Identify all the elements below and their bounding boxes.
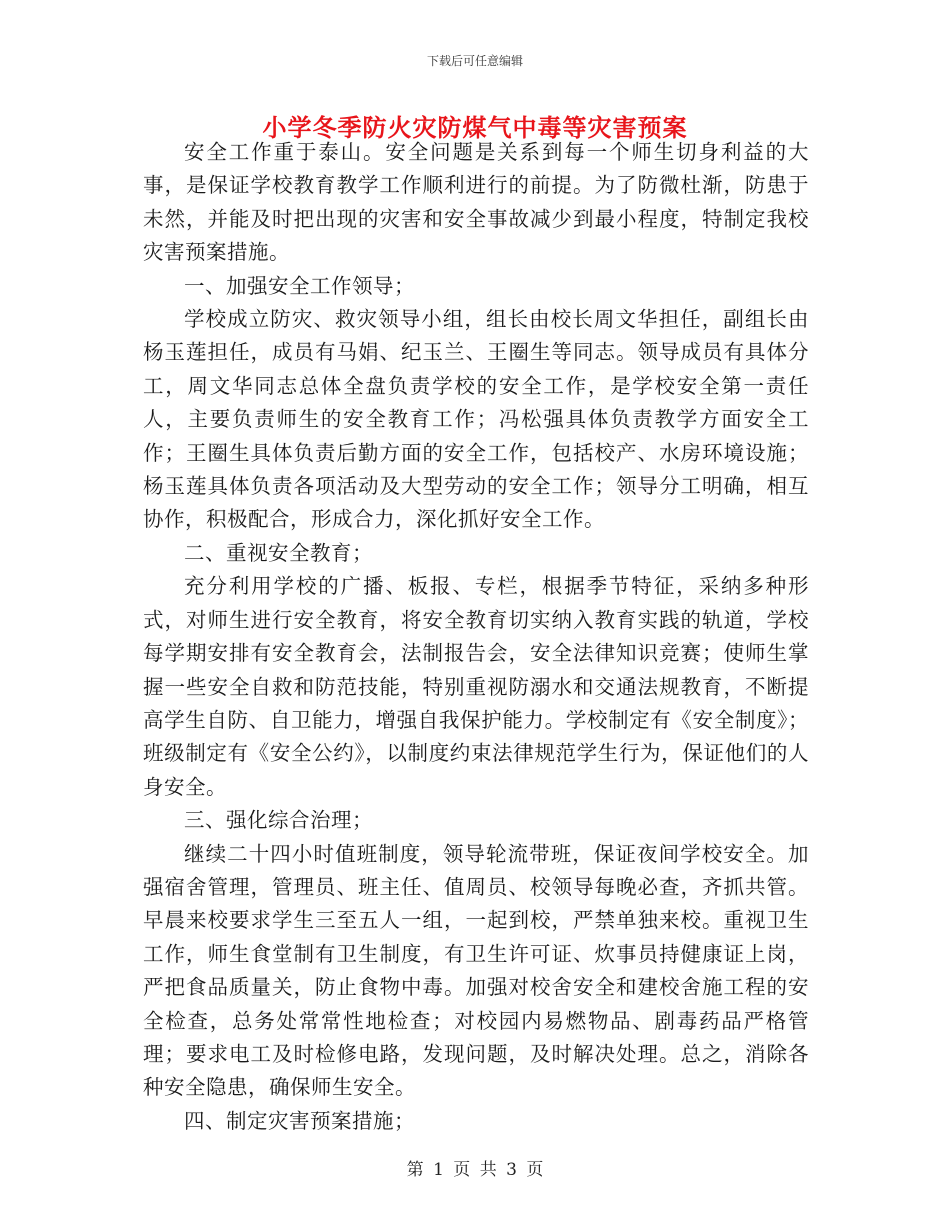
section-heading-1: 一、加强安全工作领导； — [184, 273, 415, 298]
section-heading-2: 二、重视安全教育； — [184, 540, 373, 565]
page-number-footer: 第 1 页 共 3 页 — [406, 1160, 544, 1180]
section-paragraph-1: 学校成立防灾、救灾领导小组，组长由校长周文华担任，副组长由杨玉莲担任，成员有马娟、纪玉兰、王圈生等同志。领导成员有具体分工，周文华同志总体全盘负责学校的安全工作，是学校安全第一责任人，主要负责师生的安全教育工作；冯松强具体负责教学方面安全工作；王圈生具体负责后勤方面的安全工作，包括校产、水房环境设施；杨玉莲具体负责各项活动及大型劳动的安全工作；领导分工明确，相互协作，积极配合，形成合力，深化抓好安全工作。 — [143, 307, 809, 532]
section-paragraph-3: 继续二十四小时值班制度，领导轮流带班，保证夜间学校安全。加强宿舍管理，管理员、班主任、值周员、校领导每晚必查，齐抓共管。早晨来校要求学生三至五人一组，一起到校，严禁单独来校。重视卫生工作，师生食堂制有卫生制度，有卫生许可证、炊事员持健康证上岗，严把食品质量关，防止食物中毒。加强对校舍安全和建校舍施工程的安全检查，总务处常常性地检查；对校园内易燃物品、剧毒药品严格管理；要求电工及时检修电路，发现问题，及时解决处理。总之，消除各种安全隐患，确保师生安全。 — [143, 841, 809, 1100]
intro-paragraph: 安全工作重于泰山。安全问题是关系到每一个师生切身利益的大事，是保证学校教育教学工作顺利进行的前提。为了防微杜渐，防患于未然，并能及时把出现的灾害和安全事故减少到最小程度，特制定我校灾害预案措施。 — [143, 140, 809, 265]
section-heading-4: 四、制定灾害预案措施； — [184, 1108, 415, 1133]
document-body — [143, 136, 809, 1138]
header-note: 下载后可任意编辑 — [426, 54, 523, 68]
document-title: 小学冬季防火灾防煤气中毒等灾害预案 — [262, 113, 688, 142]
section-heading-3: 三、强化综合治理； — [184, 808, 373, 833]
section-paragraph-2: 充分利用学校的广播、板报、专栏，根据季节特征，采纳多种形式，对师生进行安全教育，将安全教育切实纳入教育实践的轨道，学校每学期安排有安全教育会，法制报告会，安全法律知识竞赛；使师生掌握一些安全自救和防范技能，特别重视防溺水和交通法规教育，不断提高学生自防、自卫能力，增强自我保护能力。学校制定有《安全制度》；班级制定有《安全公约》，以制度约束法律规范学生行为，保证他们的人身安全。 — [143, 574, 809, 799]
